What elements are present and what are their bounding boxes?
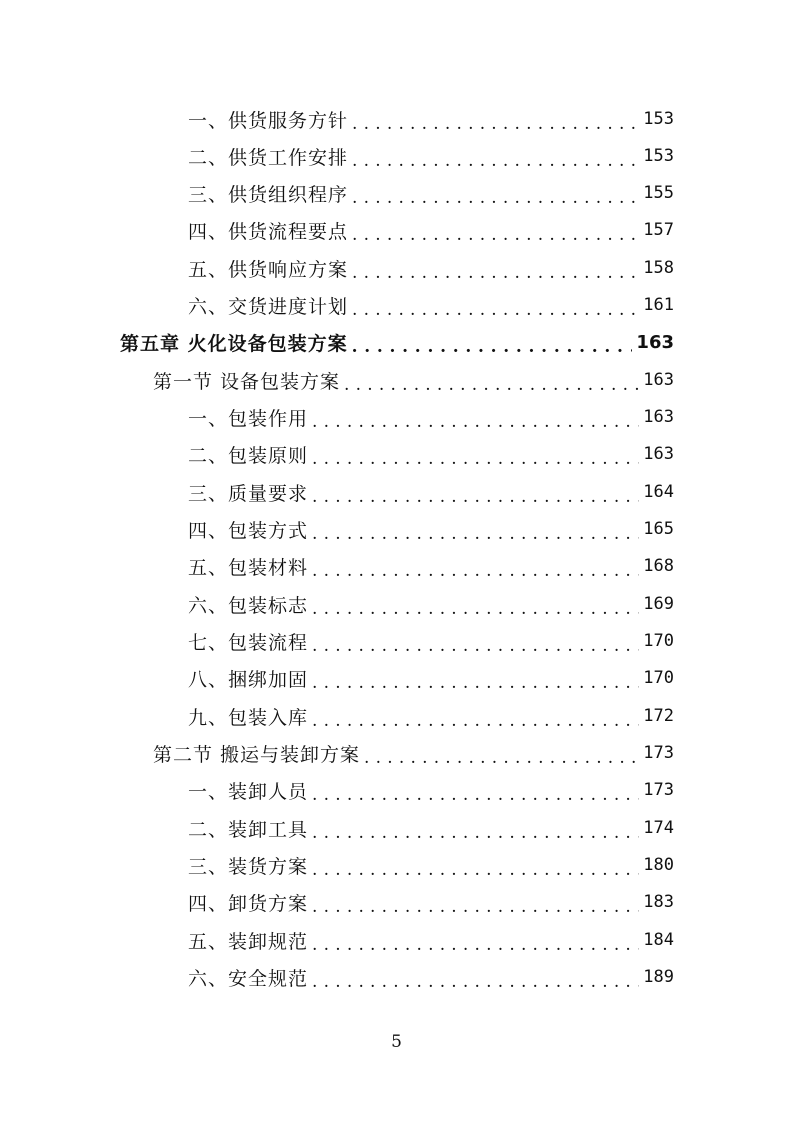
toc-leader-dots bbox=[352, 298, 639, 320]
toc-leader-dots bbox=[312, 858, 639, 880]
toc-entry-page: 170 bbox=[643, 668, 674, 688]
toc-entry[interactable] bbox=[188, 847, 674, 883]
toc-entry[interactable] bbox=[188, 959, 674, 995]
toc-leader-dots bbox=[312, 933, 639, 955]
toc-leader-dots bbox=[352, 186, 639, 208]
toc-entry-page: 158 bbox=[643, 258, 674, 278]
toc-leader-dots bbox=[312, 485, 639, 507]
toc-entry-page: 163 bbox=[643, 407, 674, 427]
toc-entry-page: 174 bbox=[643, 818, 674, 838]
toc-entry[interactable] bbox=[188, 212, 674, 248]
toc-entry-title: 三、质量要求 bbox=[188, 482, 309, 505]
toc-entry-page: 163 bbox=[643, 370, 674, 390]
toc-entry[interactable] bbox=[188, 884, 674, 920]
toc-entry[interactable] bbox=[188, 399, 674, 435]
toc-entry-title: 一、装卸人员 bbox=[188, 780, 309, 803]
toc-leader-dots bbox=[312, 709, 639, 731]
toc-entry-title: 八、捆绑加固 bbox=[188, 668, 309, 691]
toc-entry-page: 164 bbox=[643, 482, 674, 502]
toc-leader-dots bbox=[352, 223, 639, 245]
toc-entry-title: 五、包装材料 bbox=[188, 556, 309, 579]
toc-entry[interactable] bbox=[188, 474, 674, 510]
toc-entry-page: 184 bbox=[643, 930, 674, 950]
toc-entry-page: 153 bbox=[643, 109, 674, 129]
toc-entry-title: 第一节 设备包装方案 bbox=[153, 370, 341, 393]
toc-leader-dots bbox=[312, 634, 639, 656]
toc-entry-page: 163 bbox=[636, 331, 674, 353]
toc-entry-title: 三、装货方案 bbox=[188, 855, 309, 878]
toc-chapter-entry[interactable] bbox=[120, 324, 674, 360]
toc-entry-title: 第二节 搬运与装卸方案 bbox=[153, 743, 361, 766]
toc-entry[interactable] bbox=[188, 436, 674, 472]
toc-leader-dots bbox=[312, 895, 639, 917]
toc-leader-dots bbox=[312, 447, 639, 469]
toc-entry-page: 180 bbox=[643, 855, 674, 875]
toc-entry-page: 163 bbox=[643, 444, 674, 464]
toc-entry[interactable] bbox=[188, 586, 674, 622]
toc-leader-dots bbox=[352, 112, 639, 134]
toc-entry-page: 153 bbox=[643, 146, 674, 166]
toc-entry-page: 157 bbox=[643, 220, 674, 240]
toc-entry-title: 六、安全规范 bbox=[188, 967, 309, 990]
toc-entry[interactable] bbox=[188, 548, 674, 584]
toc-leader-dots bbox=[312, 671, 639, 693]
toc-entry-title: 二、包装原则 bbox=[188, 444, 309, 467]
toc-entry[interactable] bbox=[188, 287, 674, 323]
toc-entry[interactable] bbox=[188, 810, 674, 846]
toc-entry-title: 一、供货服务方针 bbox=[188, 109, 349, 132]
toc-entry-page: 165 bbox=[643, 519, 674, 539]
toc-leader-dots bbox=[312, 522, 639, 544]
toc-entry[interactable] bbox=[188, 772, 674, 808]
toc-entry[interactable] bbox=[188, 250, 674, 286]
toc-entry-page: 173 bbox=[643, 743, 674, 763]
toc-leader-dots bbox=[352, 335, 633, 357]
toc-leader-dots bbox=[312, 410, 639, 432]
toc-entry[interactable] bbox=[188, 660, 674, 696]
toc-entry[interactable] bbox=[188, 175, 674, 211]
toc-entry-title: 五、供货响应方案 bbox=[188, 258, 349, 281]
toc-leader-dots bbox=[364, 746, 639, 768]
toc-leader-dots bbox=[312, 821, 639, 843]
toc-leader-dots bbox=[312, 559, 639, 581]
toc-entry-title: 四、卸货方案 bbox=[188, 892, 309, 915]
toc-entry-page: 183 bbox=[643, 892, 674, 912]
toc-entry-page: 189 bbox=[643, 967, 674, 987]
toc-entry[interactable] bbox=[188, 138, 674, 174]
toc-entry-page: 161 bbox=[643, 295, 674, 315]
toc-entry[interactable] bbox=[188, 698, 674, 734]
toc-section-entry[interactable] bbox=[153, 735, 674, 771]
toc-entry-page: 168 bbox=[643, 556, 674, 576]
toc-entry-title: 四、供货流程要点 bbox=[188, 220, 349, 243]
toc-entry[interactable] bbox=[188, 101, 674, 137]
toc-entry[interactable] bbox=[188, 922, 674, 958]
toc-entry-title: 六、交货进度计划 bbox=[188, 295, 349, 318]
toc-entry-page: 172 bbox=[643, 706, 674, 726]
toc-entry-title: 二、供货工作安排 bbox=[188, 146, 349, 169]
toc-section-entry[interactable] bbox=[153, 362, 674, 398]
toc-entry[interactable] bbox=[188, 623, 674, 659]
toc-entry-page: 173 bbox=[643, 780, 674, 800]
toc-entry-title: 五、装卸规范 bbox=[188, 930, 309, 953]
toc-leader-dots bbox=[344, 373, 639, 395]
toc-entry-title: 九、包装入库 bbox=[188, 706, 309, 729]
page-number: 5 bbox=[391, 1032, 402, 1052]
toc-leader-dots bbox=[312, 597, 639, 619]
toc-entry-title: 六、包装标志 bbox=[188, 594, 309, 617]
toc-entry-title: 二、装卸工具 bbox=[188, 818, 309, 841]
toc-entry[interactable] bbox=[188, 511, 674, 547]
toc-entry-page: 169 bbox=[643, 594, 674, 614]
toc-entry-title: 三、供货组织程序 bbox=[188, 183, 349, 206]
toc-entry-page: 155 bbox=[643, 183, 674, 203]
toc-entry-title: 一、包装作用 bbox=[188, 407, 309, 430]
toc-entry-title: 第五章 火化设备包装方案 bbox=[120, 332, 348, 355]
toc-entry-title: 七、包装流程 bbox=[188, 631, 309, 654]
toc-entry-title: 四、包装方式 bbox=[188, 519, 309, 542]
toc-leader-dots bbox=[352, 149, 639, 171]
toc-leader-dots bbox=[352, 261, 639, 283]
toc-leader-dots bbox=[312, 783, 639, 805]
toc-entry-page: 170 bbox=[643, 631, 674, 651]
toc-leader-dots bbox=[312, 970, 639, 992]
